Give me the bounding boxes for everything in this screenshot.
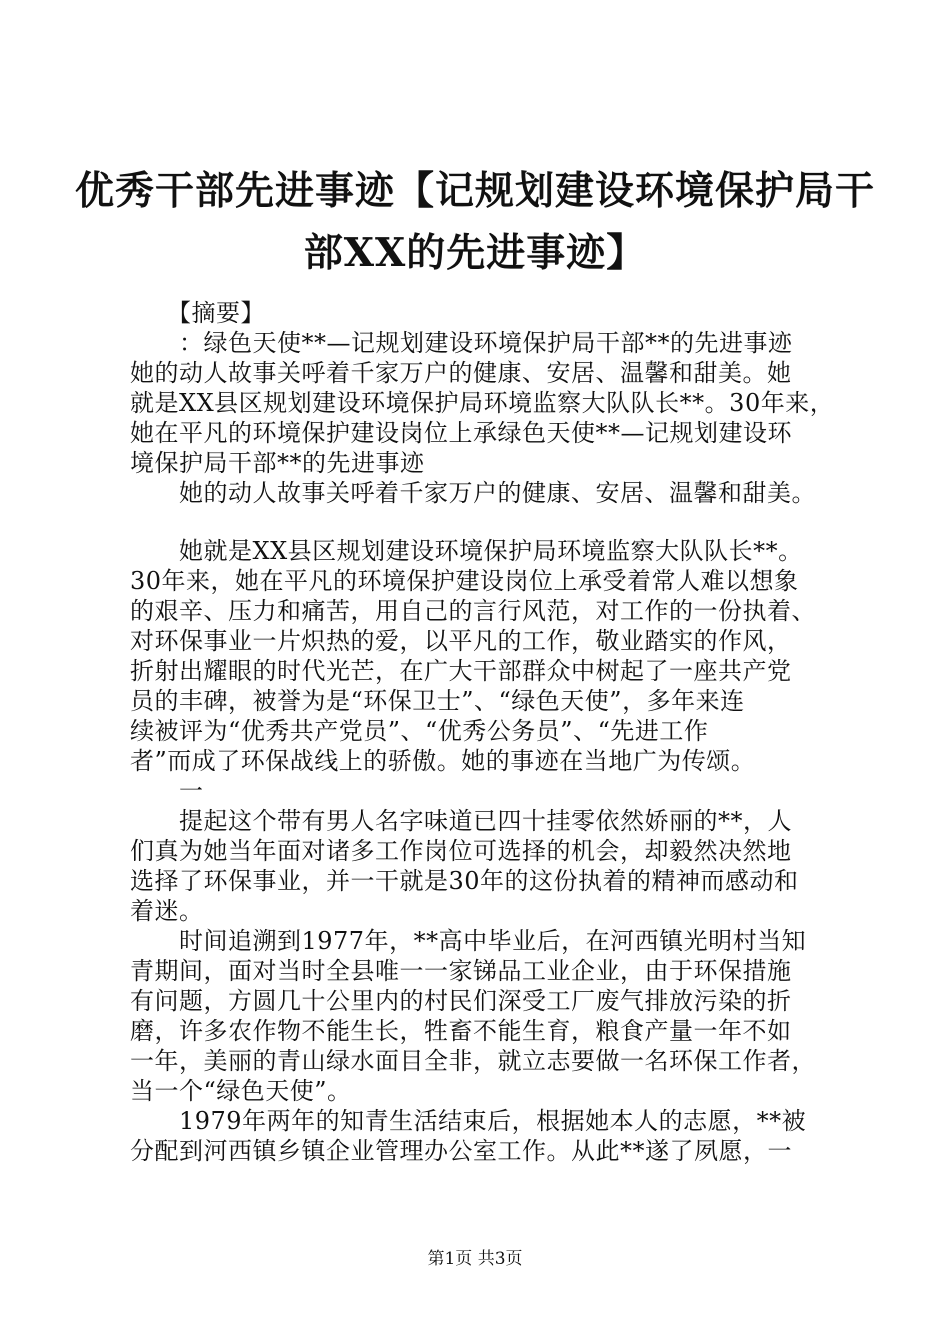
paragraph-line: 30年来，她在平凡的环境保护建设岗位上承受着常人难以想象 bbox=[130, 567, 799, 595]
paragraph-line: 就是XX县区规划建设环境保护局环境监察大队队长**。30年来， bbox=[130, 389, 835, 417]
page-footer: 第1页 共3页 bbox=[427, 1249, 523, 1269]
paragraph-line: 时间追溯到1977年，**高中毕业后，在河西镇光明村当知 bbox=[130, 927, 807, 955]
paragraph-line: 她在平凡的环境保护建设岗位上承绿色天使**—记规划建设环 bbox=[130, 419, 792, 447]
paragraph-line: 提起这个带有男人名字味道已四十挂零依然娇丽的**，人 bbox=[130, 807, 792, 835]
paragraph-line: 者”而成了环保战线上的骄傲。她的事迹在当地广为传颂。 bbox=[130, 747, 756, 775]
paragraph-line: 对环保事业一片炽热的爱，以平凡的工作，敬业踏实的作风， bbox=[130, 627, 792, 655]
paragraph-line: 1979年两年的知青生活结束后，根据她本人的志愿，**被 bbox=[130, 1107, 807, 1135]
document-body bbox=[130, 298, 835, 1166]
paragraph-line: 们真为她当年面对诸多工作岗位可选择的机会，却毅然决然地 bbox=[130, 837, 792, 865]
paragraph-line: 磨，许多农作物不能生长，牲畜不能生育，粮食产量一年不如 bbox=[130, 1017, 792, 1045]
paragraph-line: 分配到河西镇乡镇企业管理办公室工作。从此**遂了夙愿，一 bbox=[130, 1137, 792, 1165]
paragraph-line: 她的动人故事关呼着千家万户的健康、安居、温馨和甜美。 bbox=[130, 479, 816, 507]
paragraph-line: 境保护局干部**的先进事迹 bbox=[130, 449, 425, 477]
paragraph-line bbox=[130, 508, 830, 536]
paragraph-line: 青期间，面对当时全县唯一一家锑品工业企业，由于环保措施 bbox=[130, 957, 792, 985]
paragraph-line: 一 bbox=[130, 777, 204, 805]
paragraph-line: 【摘要】 bbox=[130, 299, 265, 327]
paragraph-line: 折射出耀眼的时代光芒，在广大干部群众中树起了一座共产党 bbox=[130, 657, 792, 685]
paragraph-line: 的艰辛、压力和痛苦，用自己的言行风范，对工作的一份执着、 bbox=[130, 597, 816, 625]
paragraph-line: 选择了环保事业，并一干就是30年的这份执着的精神而感动和 bbox=[130, 867, 799, 895]
document-title-line-1: 优秀干部先进事迹【记规划建设环境保护局干 bbox=[74, 168, 875, 214]
paragraph-line: 续被评为“优秀共产党员”、“优秀公务员”、“先进工作 bbox=[130, 717, 709, 745]
paragraph-line: ：绿色天使**—记规划建设环境保护局干部**的先进事迹 bbox=[130, 329, 793, 357]
paragraph-line: 当一个“绿色天使”。 bbox=[130, 1077, 352, 1105]
paragraph-line: 有问题，方圆几十公里内的村民们深受工厂废气排放污染的折 bbox=[130, 987, 792, 1015]
paragraph-line: 她的动人故事关呼着千家万户的健康、安居、温馨和甜美。她 bbox=[130, 359, 792, 387]
document-title-line-2: 部XX的先进事迹】 bbox=[303, 230, 647, 276]
paragraph-line: 员的丰碑，被誉为是“环保卫士”、“绿色天使”，多年来连 bbox=[130, 687, 745, 715]
paragraph-line: 她就是XX县区规划建设环境保护局环境监察大队队长**。 bbox=[130, 537, 803, 565]
paragraph-line: 着迷。 bbox=[130, 897, 204, 925]
paragraph-line: 一年，美丽的青山绿水面目全非，就立志要做一名环保工作者， bbox=[130, 1047, 816, 1075]
